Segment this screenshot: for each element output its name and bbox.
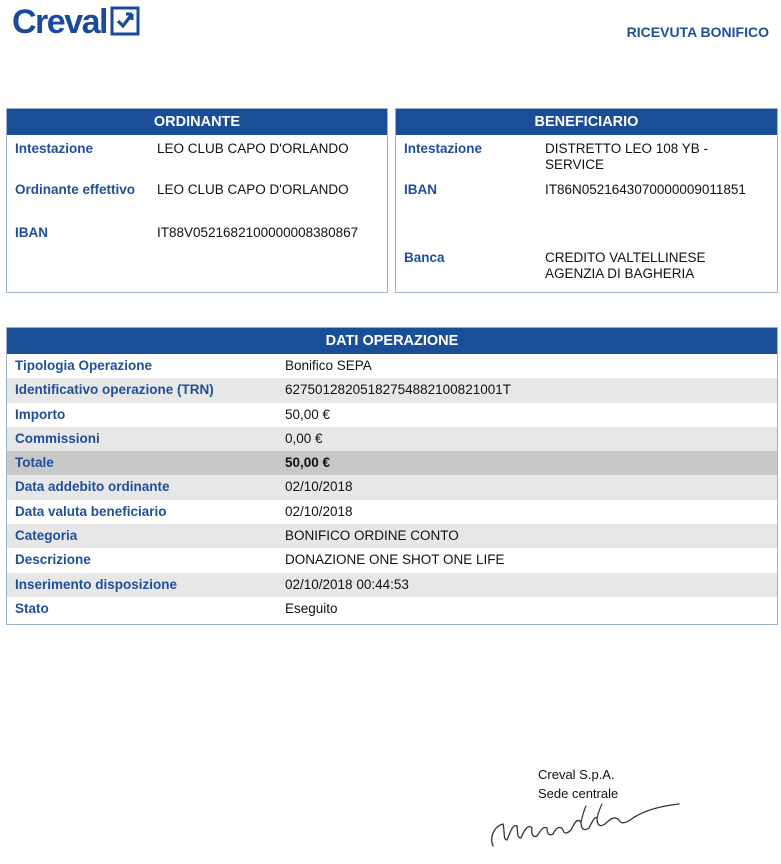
field-value: CREDITO VALTELLINESE AGENZIA DI BAGHERIA — [545, 250, 706, 281]
beneficiario-heading: BENEFICIARIO — [396, 109, 777, 135]
beneficiario-panel — [395, 108, 778, 293]
row-label: Inserimento disposizione — [15, 576, 178, 592]
ordinante-panel — [6, 108, 388, 293]
dati-operazione-panel — [6, 327, 778, 625]
field-label: IBAN — [404, 182, 437, 197]
row-label: Tipologia Operazione — [15, 358, 153, 373]
row-value: 02/10/2018 — [285, 503, 353, 519]
document-title: RICEVUTA BONIFICO — [626, 24, 769, 40]
table-row — [7, 597, 777, 621]
row-value: 02/10/2018 00:44:53 — [285, 576, 409, 592]
field-value: IT88V0521682100000008380867 — [157, 225, 359, 240]
creval-logo — [12, 4, 140, 40]
logo-text: Creval — [12, 3, 107, 41]
ordinante-row-intestazione — [15, 141, 379, 182]
row-label: Totale — [15, 455, 54, 471]
signature-image — [485, 796, 685, 856]
table-row — [7, 378, 777, 402]
ordinante-heading: ORDINANTE — [7, 109, 387, 135]
beneficiario-row-banca — [404, 250, 769, 282]
row-value: 62750128205182754882100821001T — [285, 382, 511, 398]
row-value: BONIFICO ORDINE CONTO — [285, 528, 459, 544]
operazione-heading: DATI OPERAZIONE — [7, 328, 777, 354]
field-value: LEO CLUB CAPO D'ORLANDO — [157, 182, 349, 197]
footer-office: Sede centrale — [538, 786, 619, 801]
table-row — [7, 354, 777, 378]
table-row — [7, 524, 777, 548]
beneficiario-row-iban — [404, 182, 769, 250]
row-value: 50,00 € — [285, 406, 331, 422]
field-label: Intestazione — [15, 141, 94, 156]
table-row — [7, 573, 777, 597]
field-label: Intestazione — [404, 141, 483, 156]
field-value: DISTRETTO LEO 108 YB - SERVICE — [545, 141, 709, 172]
field-label: IBAN — [15, 225, 48, 240]
row-value: 50,00 € — [285, 455, 331, 471]
row-value: Bonifico SEPA — [285, 358, 372, 373]
table-row-total — [7, 451, 777, 475]
row-label: Categoria — [15, 528, 78, 544]
row-label: Commissioni — [15, 430, 100, 446]
row-label: Data addebito ordinante — [15, 479, 170, 495]
row-value: 02/10/2018 — [285, 479, 353, 495]
ordinante-row-iban — [15, 225, 379, 241]
row-value: DONAZIONE ONE SHOT ONE LIFE — [285, 552, 505, 568]
ordinante-row-effettivo — [15, 182, 379, 225]
logo-check-icon — [110, 6, 140, 36]
row-value: 0,00 € — [285, 430, 323, 446]
operazione-table — [7, 354, 777, 621]
table-row — [7, 475, 777, 499]
field-label: Banca — [404, 250, 445, 265]
field-label: Ordinante effettivo — [15, 182, 136, 197]
row-label: Identificativo operazione (TRN) — [15, 382, 214, 398]
row-value: Eseguito — [285, 600, 338, 616]
table-row — [7, 403, 777, 427]
footer-company: Creval S.p.A. — [538, 767, 615, 782]
row-label: Importo — [15, 406, 66, 422]
row-label: Stato — [15, 600, 49, 616]
row-label: Descrizione — [15, 552, 91, 568]
row-label: Data valuta beneficiario — [15, 503, 167, 519]
beneficiario-row-intestazione — [404, 141, 769, 182]
field-value: IT86N0521643070000009011851 — [545, 182, 746, 197]
table-row — [7, 427, 777, 451]
table-row — [7, 500, 777, 524]
table-row — [7, 548, 777, 572]
field-value: LEO CLUB CAPO D'ORLANDO — [157, 141, 349, 156]
